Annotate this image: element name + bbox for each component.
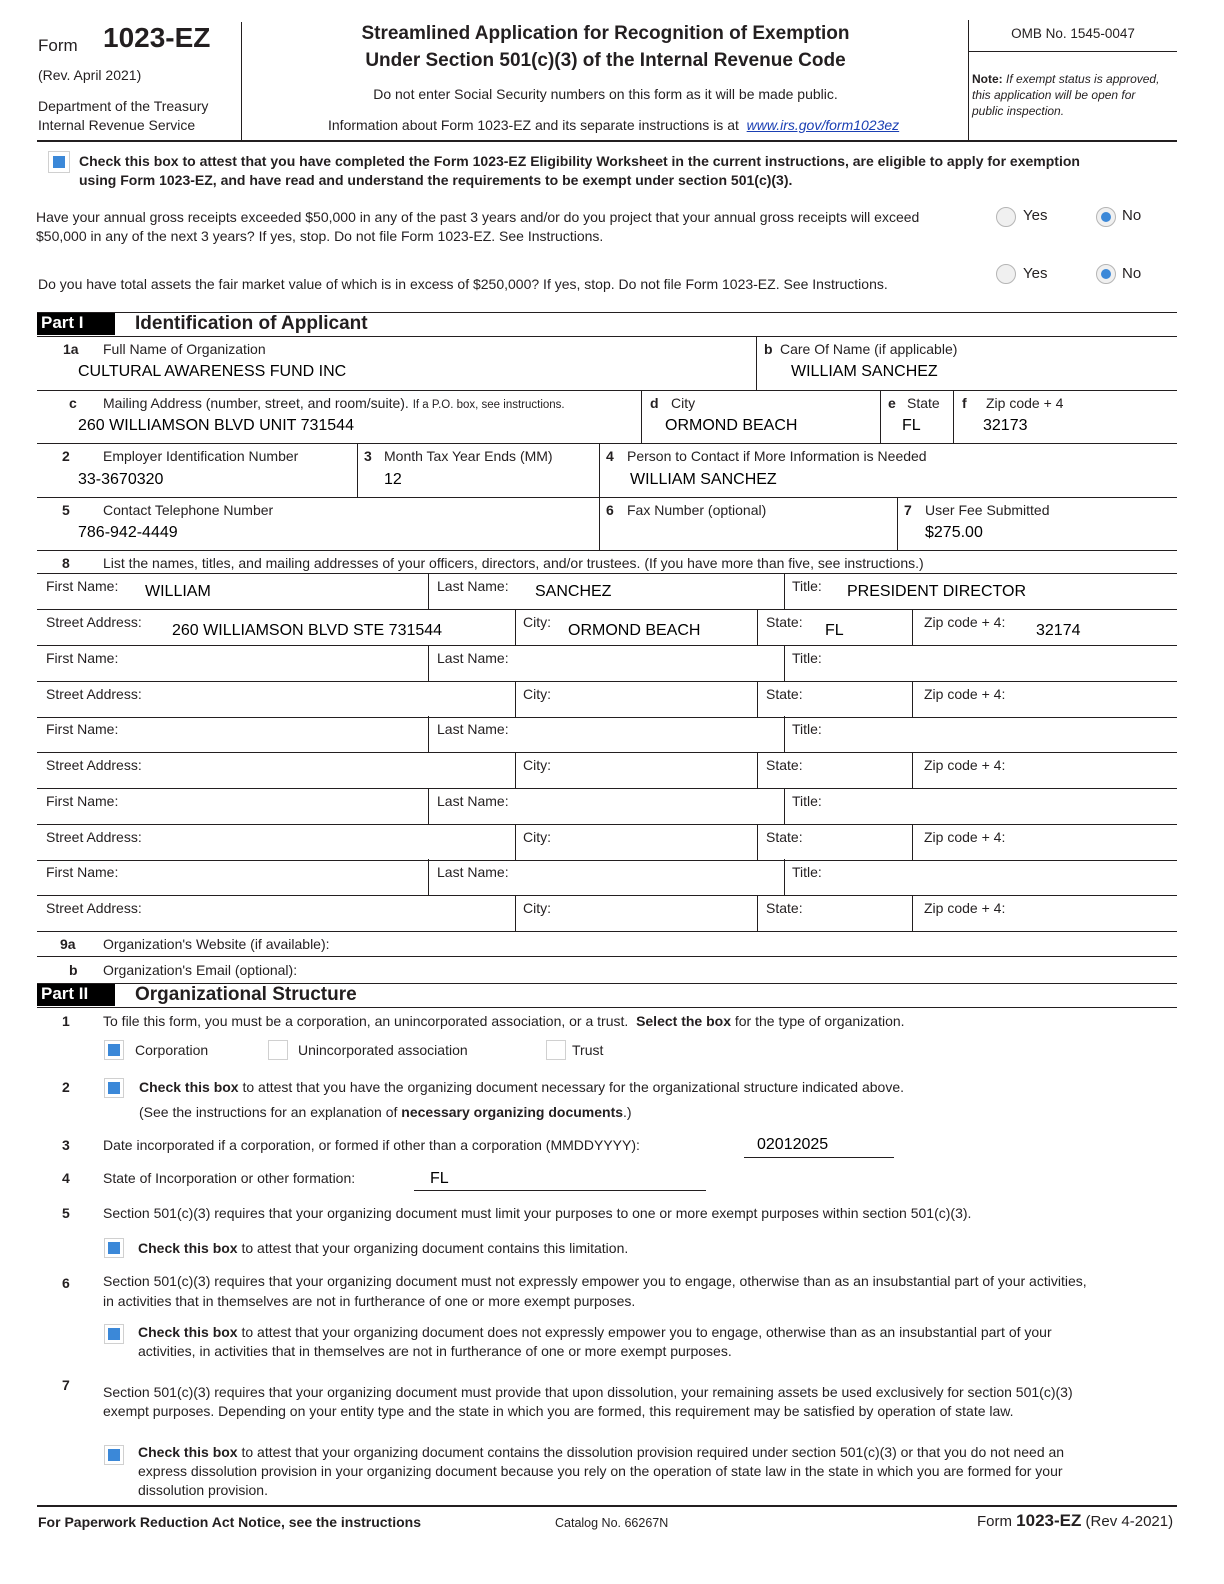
officer-divider (757, 824, 758, 860)
officer-city-label: City: (523, 829, 551, 845)
officer-block-rule (37, 860, 1177, 861)
officer-last-name-label: Last Name: (437, 721, 509, 737)
officer-divider (428, 573, 429, 609)
officer-divider (784, 788, 785, 824)
p2-line-1-number: 1 (62, 1013, 70, 1029)
officer-row-rule (37, 752, 1177, 753)
officer-zip-label: Zip code + 4: (924, 757, 1006, 773)
officer-first-name-label: First Name: (46, 864, 119, 880)
total-assets-yes-radio[interactable] (996, 264, 1016, 284)
officer-city-label: City: (523, 900, 551, 916)
p2-line-5-number: 5 (62, 1205, 70, 1221)
check-this-box-bold: Check this box (138, 1444, 238, 1460)
part1-title: Identification of Applicant (135, 313, 368, 334)
gross-receipts-question-line2: $50,000 in any of the next 3 years? If yes, stop. Do not file Form 1023-EZ. See Instructions. (36, 228, 604, 244)
line-6-label: Fax Number (optional) (627, 502, 767, 518)
officer-divider (912, 824, 913, 860)
org-type-question-bold: Select the box (636, 1013, 731, 1029)
officer-street-label: Street Address: (46, 829, 142, 845)
officer-divider (912, 609, 913, 645)
line-d-label: City (671, 395, 696, 411)
officer-title-label: Title: (792, 793, 822, 809)
officer-street-label: Street Address: (46, 686, 142, 702)
officer-row-rule (37, 895, 1177, 896)
officer-state-label: State: (766, 686, 803, 702)
corporation-label: Corporation (135, 1042, 209, 1058)
line-8-label: List the names, titles, and mailing addresses of your officers, directors, and/or trustees. (If you have more than five, see instructions.) (103, 555, 924, 571)
officer-city-field[interactable]: ORMOND BEACH (568, 622, 701, 639)
officer-first-name-label: First Name: (46, 721, 119, 737)
officer-divider (784, 716, 785, 752)
line-c-label-note: If a P.O. box, see instructions. (412, 399, 565, 411)
organizing-document-note-text: (See the instructions for an explanation of (139, 1104, 398, 1120)
officer-row-rule (37, 681, 1177, 682)
officer-state-label: State: (766, 757, 803, 773)
divider-e-f (953, 390, 954, 443)
empowerment-text-line2: in activities that in themselves are not in furtherance of one or more exempt purposes. (103, 1293, 636, 1309)
officer-city-label: City: (523, 614, 551, 630)
organizing-document-attest-text: to attest that you have the organizing document necessary for the organizational structure indicated above. (242, 1079, 904, 1095)
empowerment-attest-line2: activities, in activities that in themselves are not in furtherance of one or more exempt purposes. (138, 1343, 732, 1359)
purpose-limitation-attest-text: to attest that your organizing document contains this limitation. (241, 1240, 629, 1256)
officer-divider (515, 681, 516, 717)
note-text1: If exempt status is approved, (1006, 72, 1160, 86)
line-1a-label: Full Name of Organization (103, 341, 266, 357)
line-9b-number: b (69, 962, 78, 978)
line-b-label: Care Of Name (if applicable) (780, 341, 958, 357)
line-1a-number: 1a (63, 341, 79, 357)
divider-1a-b (756, 336, 757, 390)
ein-field[interactable]: 33-3670320 (78, 471, 164, 488)
line-6-number: 6 (606, 502, 614, 518)
trust-checkbox[interactable] (546, 1040, 566, 1060)
org-type-question-end: for the type of organization. (734, 1013, 905, 1029)
eligibility-attest-line2: using Form 1023-EZ, and have read and understand the requirements to be exempt under section 501(c)(3). (79, 172, 793, 188)
officer-divider (912, 681, 913, 717)
dept-line2: Internal Revenue Service (38, 117, 196, 133)
line-f-label: Zip code + 4 (986, 395, 1064, 411)
part2-badge: Part II (37, 984, 115, 1006)
part1-badge: Part I (37, 313, 115, 335)
officer-last-name-label: Last Name: (437, 793, 509, 809)
officer-row-rule (37, 609, 1177, 610)
line-8-number: 8 (62, 555, 70, 571)
gross-receipts-yes-radio[interactable] (996, 207, 1016, 227)
footer-revision: (Rev 4-2021) (1085, 1513, 1174, 1530)
part2-title-rule (37, 1007, 1177, 1008)
dissolution-text-line1: Section 501(c)(3) requires that your organizing document must provide that upon dissolution, your remaining assets be used exclusively for section 501(c)(3) (103, 1384, 1073, 1400)
line-f-number: f (962, 395, 967, 411)
empowerment-attest-line1 (138, 1324, 1052, 1340)
officer-title-field[interactable]: PRESIDENT DIRECTOR (847, 583, 1026, 600)
officer-divider (757, 609, 758, 645)
organizing-document-note-bold: necessary organizing documents (401, 1104, 624, 1120)
state-field[interactable]: FL (902, 417, 921, 434)
unincorporated-association-label: Unincorporated association (298, 1042, 468, 1058)
footer-form-number: 1023-EZ (1016, 1511, 1082, 1530)
mailing-address-field[interactable]: 260 WILLIAMSON BLVD UNIT 731544 (78, 417, 354, 434)
line-c-label-main: Mailing Address (number, street, and room/suite). (103, 395, 409, 411)
purpose-limitation-attest (138, 1240, 628, 1256)
footer-form-word: Form (977, 1513, 1012, 1530)
p2-line-7-number: 7 (62, 1377, 70, 1393)
officer-last-name-label: Last Name: (437, 578, 509, 594)
purpose-limitation-checkbox[interactable] (104, 1238, 124, 1258)
officer-divider (757, 752, 758, 788)
state-incorporation-underline (414, 1190, 706, 1191)
line-5-number: 5 (62, 502, 70, 518)
row-2-rule (37, 497, 1177, 498)
row-1-rule (37, 390, 1177, 391)
state-incorporation-field[interactable]: FL (430, 1170, 449, 1187)
officer-state-label: State: (766, 829, 803, 845)
gross-receipts-no-radio[interactable] (1096, 207, 1116, 227)
officer-last-name-field[interactable]: SANCHEZ (535, 583, 612, 600)
p2-line-4-number: 4 (62, 1170, 70, 1186)
footer-rule (37, 1505, 1177, 1507)
officer-state-label: State: (766, 614, 803, 630)
line-4-label: Person to Contact if More Information is Needed (627, 448, 927, 464)
line-7-number: 7 (904, 502, 912, 518)
officer-divider (515, 895, 516, 931)
officer-street-field[interactable]: 260 WILLIAMSON BLVD STE 731544 (172, 622, 443, 639)
organization-name-field[interactable]: CULTURAL AWARENESS FUND INC (78, 363, 347, 380)
officer-city-label: City: (523, 686, 551, 702)
officer-divider (784, 645, 785, 681)
line-c-number: c (69, 395, 77, 411)
officer-first-name-field[interactable]: WILLIAM (145, 583, 211, 600)
dept-line1: Department of the Treasury (38, 98, 209, 114)
dissolution-checkbox[interactable] (104, 1445, 124, 1465)
part2-title: Organizational Structure (135, 984, 357, 1005)
officer-divider (757, 895, 758, 931)
officer-title-label: Title: (792, 864, 822, 880)
organizing-document-checkbox[interactable] (104, 1078, 124, 1098)
eligibility-attest-checkbox[interactable] (48, 151, 70, 173)
officer-divider (428, 788, 429, 824)
organizing-document-attest (139, 1079, 904, 1095)
gross-receipts-no-label: No (1122, 207, 1142, 224)
line-3-number: 3 (364, 448, 372, 464)
officer-divider (428, 859, 429, 895)
note-text3: public inspection. (972, 104, 1065, 118)
city-field[interactable]: ORMOND BEACH (665, 417, 798, 434)
ssn-notice: Do not enter Social Security numbers on this form as it will be made public. (373, 86, 838, 102)
total-assets-no-label: No (1122, 265, 1142, 282)
note-text2: this application will be open for (972, 88, 1136, 102)
line-8-rule (37, 573, 1177, 574)
p2-line-2-number: 2 (62, 1079, 70, 1095)
header-rule (37, 140, 1177, 142)
officer-street-label: Street Address: (46, 757, 142, 773)
officer-block-rule (37, 645, 1177, 646)
zip-field[interactable]: 32173 (983, 417, 1028, 434)
line-5-label: Contact Telephone Number (103, 502, 274, 518)
check-this-box-bold: Check this box (138, 1324, 238, 1340)
user-fee-field[interactable]: $275.00 (925, 524, 983, 541)
officer-divider (784, 573, 785, 609)
line-b-number: b (764, 341, 773, 357)
footer-form-id (977, 1513, 1173, 1530)
line-4-number: 4 (606, 448, 614, 464)
line-9b-label: Organization's Email (optional): (103, 962, 298, 978)
instructions-link[interactable]: www.irs.gov/form1023ez (746, 117, 900, 133)
total-assets-yes-label: Yes (1023, 265, 1048, 282)
eligibility-attest-line1: Check this box to attest that you have completed the Form 1023-EZ Eligibility Worksheet in the current instructions, are eligible to apply for exemption (79, 153, 1080, 169)
unincorporated-association-checkbox[interactable] (268, 1040, 288, 1060)
officer-block-rule (37, 717, 1177, 718)
officer-last-name-label: Last Name: (437, 650, 509, 666)
officer-state-field[interactable]: FL (825, 622, 844, 639)
officer-divider (757, 681, 758, 717)
row-9a-rule (37, 956, 1177, 957)
organizing-document-note (139, 1104, 632, 1120)
line-7-label: User Fee Submitted (925, 502, 1050, 518)
total-assets-no-radio[interactable] (1096, 264, 1116, 284)
state-incorporation-label: State of Incorporation or other formation: (103, 1170, 356, 1186)
month-tax-year-field[interactable]: 12 (384, 471, 402, 488)
officer-zip-field[interactable]: 32174 (1036, 622, 1081, 639)
officer-zip-label: Zip code + 4: (924, 829, 1006, 845)
gross-receipts-question-line1: Have your annual gross receipts exceeded $50,000 in any of the past 3 years and/or do you project that your annual gross receipts will exceed (36, 209, 920, 225)
row-c-rule (37, 443, 1177, 444)
catalog-number: Catalog No. 66267N (555, 1516, 669, 1530)
form-word: Form (38, 36, 78, 55)
info-text (328, 117, 899, 133)
line-e-label: State (907, 395, 940, 411)
officer-divider (912, 752, 913, 788)
officer-street-label: Street Address: (46, 900, 142, 916)
divider-d-e (880, 390, 881, 443)
p2-line-3-number: 3 (62, 1137, 70, 1153)
org-type-question-text: To file this form, you must be a corporation, an unincorporated association, or a trust. (103, 1013, 629, 1029)
omb-number: OMB No. 1545-0047 (1011, 26, 1135, 41)
note-label: Note: (972, 72, 1003, 86)
officer-last-name-label: Last Name: (437, 864, 509, 880)
date-incorporated-field[interactable]: 02012025 (757, 1136, 829, 1153)
line-2-label: Employer Identification Number (103, 448, 299, 464)
check-this-box-bold: Check this box (138, 1240, 238, 1256)
part1-title-rule (37, 336, 1177, 337)
line-c-label (103, 395, 565, 413)
form-number: 1023-EZ (103, 22, 211, 53)
officer-title-label: Title: (792, 721, 822, 737)
line-9a-label: Organization's Website (if available): (103, 936, 330, 952)
divider-2-3 (357, 443, 358, 497)
care-of-name-field[interactable]: WILLIAM SANCHEZ (791, 363, 938, 380)
purpose-limitation-text: Section 501(c)(3) requires that your organizing document must limit your purposes to one or more exempt purposes within section 501(c)(3). (103, 1205, 972, 1221)
form-revision: (Rev. April 2021) (38, 67, 142, 83)
dissolution-attest-line2: express dissolution provision in your organizing document because you rely on the operation of state law in the state in which you are formed for your (138, 1463, 1063, 1479)
line-e-number: e (888, 395, 896, 411)
officer-divider (515, 824, 516, 860)
empowerment-text-line1: Section 501(c)(3) requires that your organizing document must not expressly empower you to engage, otherwise than as an insubstantial part of your activities, (103, 1273, 1087, 1289)
officer-divider (912, 895, 913, 931)
line-2-number: 2 (62, 448, 70, 464)
empowerment-attest-text: to attest that your organizing document does not expressly empower you to engage, otherwise than as an insubstantial part of your (241, 1324, 1052, 1340)
total-assets-question: Do you have total assets the fair market value of which is in excess of $250,000? If yes, stop. Do not file Form 1023-EZ. See Instructions. (38, 276, 888, 292)
officer-title-label: Title: (792, 578, 822, 594)
date-incorporated-underline (744, 1157, 894, 1158)
officer-title-label: Title: (792, 650, 822, 666)
telephone-field[interactable]: 786-942-4449 (78, 524, 178, 541)
officer-street-label: Street Address: (46, 614, 142, 630)
officer-divider (515, 752, 516, 788)
date-incorporated-label: Date incorporated if a corporation, or formed if other than a corporation (MMDDYYYY): (103, 1137, 640, 1153)
officer-divider (784, 859, 785, 895)
dissolution-attest-line3: dissolution provision. (138, 1482, 268, 1498)
officer-zip-label: Zip code + 4: (924, 614, 1006, 630)
officer-state-label: State: (766, 900, 803, 916)
form-title-line2: Under Section 501(c)(3) of the Internal Revenue Code (365, 50, 846, 71)
officer-city-label: City: (523, 757, 551, 773)
organizing-document-note-end: .) (623, 1104, 632, 1120)
empowerment-checkbox[interactable] (104, 1324, 124, 1344)
p2-line-6-number: 6 (62, 1275, 70, 1291)
form-title-line1: Streamlined Application for Recognition of Exemption (361, 23, 850, 44)
officer-first-name-label: First Name: (46, 650, 119, 666)
line-d-number: d (650, 395, 659, 411)
corporation-checkbox[interactable] (104, 1040, 124, 1060)
officer-divider (515, 609, 516, 645)
public-inspection-note (972, 71, 1159, 119)
line-3-label: Month Tax Year Ends (MM) (384, 448, 553, 464)
dissolution-attest-text: to attest that your organizing document contains the dissolution provision required under section 501(c)(3) or that you do not need an (241, 1444, 1065, 1460)
org-type-question (103, 1013, 905, 1029)
omb-rule (968, 51, 1177, 52)
officer-first-name-label: First Name: (46, 578, 119, 594)
dissolution-attest-line1 (138, 1444, 1064, 1460)
contact-person-field[interactable]: WILLIAM SANCHEZ (630, 471, 777, 488)
dissolution-text-line2: exempt purposes. Depending on your entity type and the state in which you are formed, this requirement may be satisfied by operation of state law. (103, 1403, 1014, 1419)
divider-6-7 (897, 497, 898, 550)
officer-divider (428, 645, 429, 681)
info-prefix: Information about Form 1023-EZ and its separate instructions is at (328, 117, 739, 133)
check-this-box-bold: Check this box (139, 1079, 239, 1095)
officer-zip-label: Zip code + 4: (924, 686, 1006, 702)
officer-row-rule (37, 824, 1177, 825)
officer-block-rule (37, 931, 1177, 932)
officer-block-rule (37, 788, 1177, 789)
trust-label: Trust (572, 1042, 604, 1058)
divider-c-d (641, 390, 642, 443)
row-5-rule (37, 550, 1177, 551)
officer-divider (428, 716, 429, 752)
gross-receipts-yes-label: Yes (1023, 207, 1048, 224)
officer-zip-label: Zip code + 4: (924, 900, 1006, 916)
paperwork-notice: For Paperwork Reduction Act Notice, see the instructions (38, 1514, 421, 1530)
officer-first-name-label: First Name: (46, 793, 119, 809)
line-9a-number: 9a (60, 936, 76, 952)
